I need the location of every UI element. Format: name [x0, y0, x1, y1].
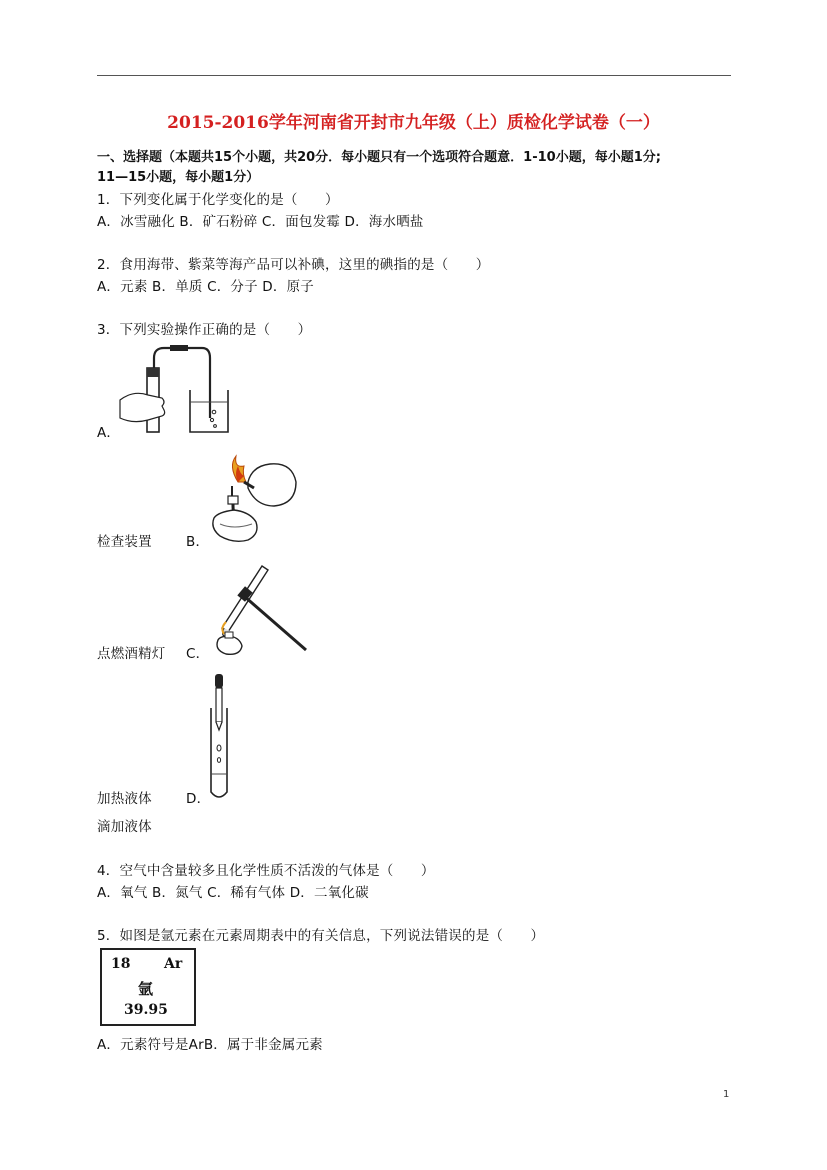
header-rule: [97, 75, 731, 76]
section-heading-line2: 11—15小题，每小题1分）: [97, 170, 260, 185]
figure-check-airtightness: [118, 340, 236, 436]
q3-option-c-label: C．: [186, 646, 210, 662]
atomic-number: 18: [111, 956, 131, 972]
q3-option-b-caption: 点燃酒精灯: [97, 646, 166, 662]
figure-light-alcohol-lamp: [204, 452, 304, 546]
q3-stem: 3．下列实验操作正确的是（ ）: [97, 322, 312, 338]
q1-options: A．冰雪融化 B．矿石粉碎 C．面包发霉 D．海水晒盐: [97, 214, 424, 230]
q3-option-b-label: B．: [186, 534, 210, 550]
q3-option-d-caption: 滴加液体: [97, 819, 152, 835]
figure-drip-liquid: [205, 672, 233, 802]
q4-stem: 4．空气中含量较多且化学性质不活泼的气体是（ ）: [97, 863, 435, 879]
page-number: 1: [723, 1089, 730, 1100]
q3-option-c-caption: 加热液体: [97, 791, 152, 807]
q3-option-d-label: D．: [186, 791, 211, 807]
element-symbol: Ar: [164, 956, 183, 972]
q2-stem: 2．食用海带、紫菜等海产品可以补碘，这里的碘指的是（ ）: [97, 257, 490, 273]
q1-stem: 1．下列变化属于化学变化的是（ ）: [97, 192, 339, 208]
q4-options: A．氧气 B．氮气 C．稀有气体 D．二氧化碳: [97, 885, 369, 901]
section-heading-line1: 一、选择题（本题共15个小题，共20分．每小题只有一个选项符合题意．1-10小题，每小题1分;: [97, 150, 661, 165]
figure-heat-liquid: [206, 558, 310, 658]
q3-option-a-label: A．: [97, 425, 121, 441]
atomic-mass: 39.95: [124, 1002, 168, 1018]
q5-options: A．元素符号是ArB．属于非金属元素: [97, 1037, 323, 1053]
argon-element-card: [100, 948, 196, 1026]
q2-options: A．元素 B．单质 C．分子 D．原子: [97, 279, 314, 295]
page-title: 2015-2016学年河南省开封市九年级（上）质检化学试卷（一）: [167, 113, 660, 133]
element-name: 氩: [138, 980, 154, 998]
q5-stem: 5．如图是氩元素在元素周期表中的有关信息，下列说法错误的是（ ）: [97, 928, 545, 944]
q3-option-a-caption: 检查装置: [97, 534, 152, 550]
